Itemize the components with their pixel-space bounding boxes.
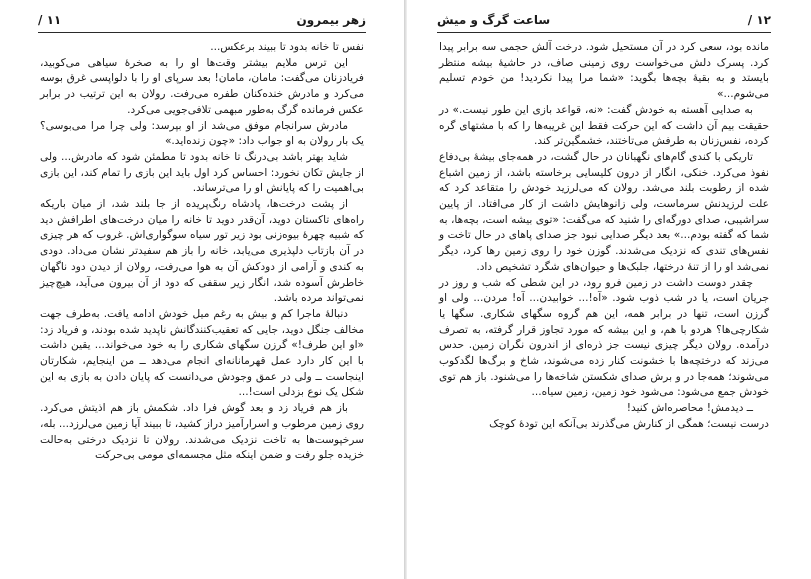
left-page <box>0 0 404 579</box>
paragraph: نفس تا خانه بدود تا ببیند برعکس... <box>210 41 364 53</box>
paragraph: مانده بود، سعی کرد در آن مستحیل شود. درخت آلش حجمی سه برابر پیدا کرد. پسرک دلش می‌خواست روی زمینی صاف، در حاشیهٔ بیشه منتظر بایستد و به بقیهٔ بچه‌ها بگوید: «شما مرا پیدا نکردید! من خودم تسلیم می‌شوم...» <box>439 41 769 101</box>
dialogue-line: ــ دیدمش! محاصره‌اش کنید! <box>626 402 753 415</box>
left-page-running-title: زهر بیمرون <box>296 13 366 27</box>
right-page-header <box>437 8 771 33</box>
right-page <box>407 0 811 579</box>
paragraph: از پشت درخت‌ها، پادشاه رنگ‌پریده از جا بلند شد، از میان باریکه راه‌های تاکستان دوید، آن‌قدر دوید تا خانه را میان درخت‌های اطرافش دید که شبیه چهرهٔ بیوه‌زنی بود زیر تور سیاه سوگواری‌اش. غروب که هر چیزی در آن بازتاب دلپذیری می‌یابد، خانه را باز هم سفیدتر نشان می‌داد. دودی به کندی و آرامی از دودکش آن به هوا می‌رفت، رولان از دیدن دود ناگهان خاطرش آسوده شد، انگار زیر سقفی که دود از آن بیرون می‌آید، هیچ‌چیز نمی‌تواند مرده باشد. <box>40 198 364 305</box>
paragraph: مادرش سرانجام موفق می‌شد از او بپرسد: ولی چرا مرا می‌بوسی؟ یک بار رولان به او جواب داد: «چون زنده‌اید.» <box>40 119 364 148</box>
paragraph: دنبالهٔ ماجرا کم و بیش به رغم میل خودش ادامه یافت. به‌طرف جهت مخالف جنگل دوید، جایی که تعقیب‌کنندگانش ناپدید شده بودند، و فریاد زد: «او این طرف!» گرزن سگهای شکاری را به خود می‌خواند... یقین داشت با این کار دارد عمل قهرمانانه‌ای انجام می‌دهد ــ من اینجایم، شکارتان اینجاست ــ ولی در عمق وجودش می‌دانست که پایان دادن به بازی به این شکل یک نوع بزدلی است!... <box>40 307 364 399</box>
right-page-number: ۱۲ / <box>747 13 771 27</box>
right-page-running-title: ساعت گرگ و میش <box>437 13 551 27</box>
left-page-number: ۱۱ / <box>38 13 62 27</box>
right-page-body <box>439 40 769 569</box>
left-page-body <box>40 40 364 569</box>
paragraph: باز هم فریاد زد و بعد گوش فرا داد. شکمش باز هم اذیتش می‌کرد. روی زمین مرطوب و اسرارآمیز دراز کشید، تا ببیند آیا زمین می‌لرزد... بله، سرخپوست‌ها به تاخت نزدیک می‌شدند. رولان تا نزدیک درختی به‌حالت خزیده جلو رفت و ضمن اینکه مثل مجسمه‌ای مومی بی‌حرکت <box>40 402 364 462</box>
paragraph: به صدایی آهسته به خودش گفت: «نه، قواعد بازی این طور نیست.» در حقیقت بیم آن داشت که این حرکت فقط این غریبه‌ها را که با مشتهای گره کرده، نفس‌زنان به طرفش می‌تاختند، خشمگین‌تر کند. <box>439 103 769 148</box>
paragraph: چقدر دوست داشت در زمین فرو رود، در این شطی که شب و روز در جریان است، یا در شب ذوب شود. «آه!... خوابیدن... آه! مردن... ولی او گرزن است، تنها در برابر همه، این هم گروه سگهای شکاری. سگها یا شکارچی‌ها؟ هردو با هم، و این بیشه که مورد تجاوز قرار گرفته، به تصرف درآمده. رولان دیگر چیزی نیست جز ذره‌ای از اندرون نگران زمین. حدس می‌زند که درختچه‌ها با خشونت کنار زده می‌شوند، شاخ و برگ‌ها لگدکوب می‌شوند؛ همه‌جا در و برش صدای شکستن شاخه‌ها را می‌شنود. باز هم توی خودش جمع می‌شود: می‌شود خود زمین، زمین سیاه... <box>439 276 769 399</box>
paragraph: تاریکی با کندی گام‌های نگهبانان در حال گشت، در همه‌جای بیشهٔ بی‌دفاع نفوذ می‌کرد. خنکی، انگار از درون کلیسایی برخاسته باشد، از زمین اشباع شده از رطوبت بلند می‌شد. رولان که می‌لرزید خودش را متقاعد کرد که علت لرزیدنش سرماست، ولی زانوهایش داشت از کار می‌افتاد. از پایین سراشیبی، صدای دورگه‌ای را شنید که می‌گفت: «توی بیشه است، بچه‌ها، به شما که گفته بودم...» بعد دیگر صدایی نبود جز صدای پاهای در حال تاخت و نفس‌های تندی که نزدیک می‌شدند. گوزن خود را روی زمین رها کرد، دیگر نمی‌شد او را از تنهٔ درختها، جلبک‌ها و حیوان‌های شگرد تشخیص داد. <box>439 150 769 273</box>
paragraph: شاید بهتر باشد بی‌درنگ تا خانه بدود تا مطمئن شود که مادرش... ولی از جایش تکان نخورد: احساس کرد اول باید این بازی را تمام کند، این بازی بی‌اهمیت را که پایانش او را می‌ترساند. <box>40 150 364 195</box>
left-page-header <box>38 8 366 33</box>
paragraph: درست نیست؛ همگی از کنارش می‌گذرند بی‌آنکه این تودهٔ کوچک <box>489 417 769 430</box>
paragraph: این ترس ملایم بیشتر وقت‌ها او را به صخرهٔ سیاهی می‌کوبید، فریادزنان می‌گفت: مامان، مامان! بعد سرپای او را با دلواپسی غرق بوسه می‌کرد و مادرش خنده‌کنان طفره می‌رفت. رولان به این ترتیب در برابر عکس فرمانده گرگ به‌طور مبهمی تلافی‌جویی می‌کرد. <box>40 56 364 116</box>
